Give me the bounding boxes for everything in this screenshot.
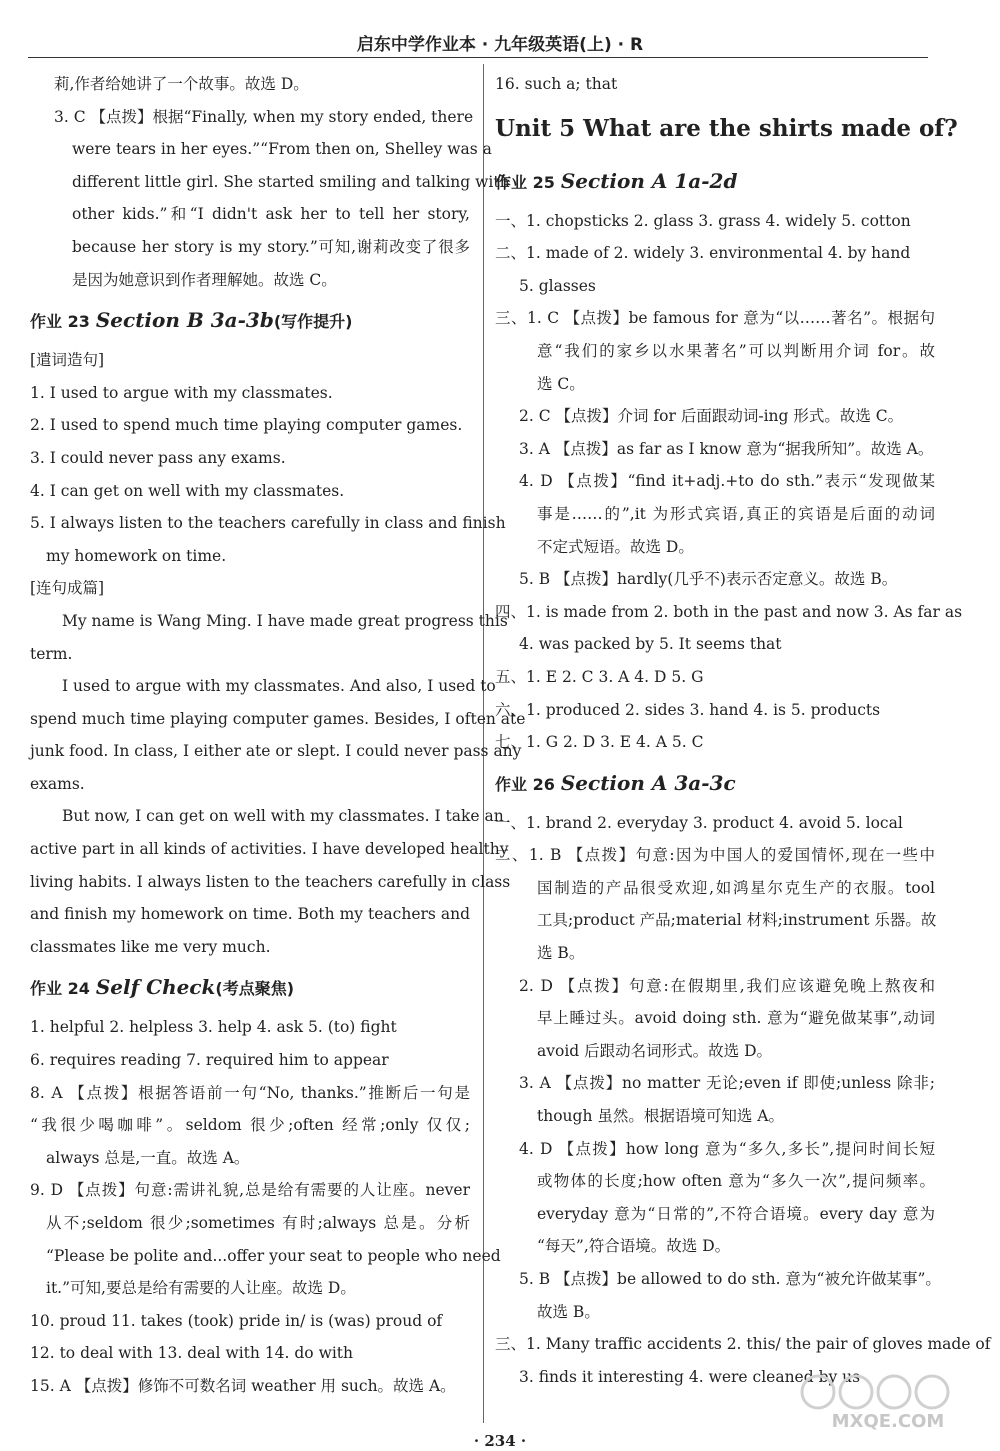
text-line: because her story is my story.”可知,谢莉改变了很多 xyxy=(72,237,470,256)
text-line: “每天”,符合语境。故选 D。 xyxy=(537,1237,731,1256)
section-title: Section B 3a-3b xyxy=(95,308,274,333)
text-line: always 总是,一直。故选 A。 xyxy=(46,1148,250,1167)
assignment-number: 作业 24 xyxy=(30,979,90,999)
text-line: it.”可知,要总是给有需要的人让座。故选 D。 xyxy=(46,1279,356,1298)
text-line: 3. C 【点拨】根据“Finally, when my story ended, there xyxy=(54,107,474,126)
text-line: were tears in her eyes.”“From then on, Shelley was a xyxy=(72,140,492,159)
section-heading-23 xyxy=(30,296,470,344)
text-line: avoid 后跟动名词形式。故选 D。 xyxy=(537,1041,772,1060)
text-line: “Please be polite and...offer your seat to people who need xyxy=(46,1246,501,1265)
text-line: 故选 B。 xyxy=(537,1302,600,1321)
text-line: 10. proud 11. takes (took) pride in/ is (was) proud of xyxy=(30,1311,443,1330)
header-rule xyxy=(28,57,928,58)
text-line: 3. finds it interesting 4. were cleaned by us xyxy=(519,1367,861,1386)
text-line: 工具;product 产品;material 材料;instrument 乐器。故 xyxy=(537,911,937,930)
section-title: Section A 3a-3c xyxy=(560,770,736,795)
text-line: 5. B 【点拨】hardly(几乎不)表示否定意义。故选 B。 xyxy=(519,570,898,589)
text-line: 六、1. produced 2. sides 3. hand 4. is 5. products xyxy=(495,700,881,719)
text-line: junk food. In class, I either ate or slept. I could never pass any xyxy=(30,742,522,761)
text-line: 三、1. C 【点拨】be famous for 意为“以……著名”。根据句 xyxy=(495,309,935,328)
text-line: 12. to deal with 13. deal with 14. do with xyxy=(30,1344,354,1363)
text-line: 莉,作者给她讲了一个故事。故选 D。 xyxy=(54,75,309,93)
text-line: 1. helpful 2. helpless 3. help 4. ask 5. (to) fight xyxy=(30,1018,397,1037)
page-header: 启东中学作业本 · 九年级英语(上) · R xyxy=(356,35,644,55)
text-line: 意“我们的家乡以水果著名”可以判断用介词 for。故 xyxy=(537,341,935,360)
text-line: 3. A 【点拨】no matter 无论;even if 即使;unless 除非; xyxy=(519,1074,935,1093)
text-line: 不定式短语。故选 D。 xyxy=(537,537,694,556)
text-line: 国制造的产品很受欢迎,如鸿星尔克生产的衣服。tool xyxy=(537,878,935,897)
section-note: (考点聚焦) xyxy=(215,979,295,999)
text-line: 早上睡过头。avoid doing sth. 意为“避免做某事”,动词 xyxy=(537,1009,935,1028)
text-line: 4. was packed by 5. It seems that xyxy=(519,635,782,654)
page-number: · 234 · xyxy=(473,1432,527,1450)
text-line: 七、1. G 2. D 3. E 4. A 5. C xyxy=(495,733,704,752)
text-line: 9. D 【点拨】句意:需讲礼貌,总是给有需要的人让座。never xyxy=(30,1181,470,1200)
text-line: 或物体的长度;how often 意为“多久一次”,提问频率。 xyxy=(537,1172,935,1191)
assignment-number: 作业 23 xyxy=(30,312,90,332)
text-line: I used to argue with my classmates. And also, I used to xyxy=(62,677,496,696)
text-line: 16. such a; that xyxy=(495,75,618,93)
text-line: But now, I can get on well with my classmates. I take an xyxy=(62,807,504,826)
text-line: 4. I can get on well with my classmates. xyxy=(30,481,345,500)
text-line: 4. D 【点拨】how long 意为“多久,多长”,提问时间长短 xyxy=(519,1139,935,1158)
section-title: Section A 1a-2d xyxy=(560,168,738,193)
section-heading-26 xyxy=(495,759,935,807)
text-line: different little girl. She started smiling and talking with xyxy=(72,172,510,191)
text-line: 二、1. B 【点拨】句意:因为中国人的爱国情怀,现在一些中 xyxy=(495,846,935,865)
text-line: 5. B 【点拨】be allowed to do sth. 意为“被允许做某事”。 xyxy=(519,1270,941,1288)
text-line: [遣词造句] xyxy=(30,351,105,370)
watermark-logo xyxy=(796,1372,986,1434)
text-line: other kids.”和“I didn't ask her to tell her story, xyxy=(72,205,470,224)
text-line: 五、1. E 2. C 3. A 4. D 5. G xyxy=(495,667,704,686)
text-line: everyday 意为“日常的”,不符合语境。every day 意为 xyxy=(537,1204,935,1223)
section-heading-24 xyxy=(30,963,470,1011)
right-column xyxy=(495,68,991,1393)
text-line: 选 B。 xyxy=(537,944,585,963)
text-line: 1. I used to argue with my classmates. xyxy=(30,383,333,402)
text-line: 4. D 【点拨】“find it+adj.+to do sth.”表示“发现做某 xyxy=(519,472,935,491)
text-line: 6. requires reading 7. required him to appear xyxy=(30,1051,389,1070)
text-line: 选 C。 xyxy=(537,374,585,393)
text-line: 3. A 【点拨】as far as I know 意为“据我所知”。故选 A。 xyxy=(519,439,934,458)
text-line: 是因为她意识到作者理解她。故选 C。 xyxy=(72,270,337,289)
watermark-text: MXQE.COM xyxy=(831,1411,945,1432)
text-line: exams. xyxy=(30,774,85,793)
text-line: 8. A 【点拨】根据答语前一句“No, thanks.”推断后一句是 xyxy=(30,1083,470,1102)
text-line: term. xyxy=(30,644,73,663)
section-heading-25 xyxy=(495,157,935,205)
text-line: active part in all kinds of activities. I have developed healthy xyxy=(30,840,509,859)
section-note: (写作提升) xyxy=(273,312,353,332)
section-title: Self Check xyxy=(95,975,216,1000)
text-line: 事是……的”,it 为形式宾语,真正的宾语是后面的动词 xyxy=(537,504,935,523)
text-line: 5. glasses xyxy=(519,276,596,295)
assignment-number: 作业 26 xyxy=(495,774,555,794)
text-line: and finish my homework on time. Both my teachers and xyxy=(30,905,470,924)
assignment-number: 作业 25 xyxy=(495,172,555,192)
text-line: spend much time playing computer games. Besides, I often ate xyxy=(30,709,526,728)
text-line: My name is Wang Ming. I have made great progress this xyxy=(62,611,508,630)
text-line: 3. I could never pass any exams. xyxy=(30,448,286,467)
text-line: living habits. I always listen to the teachers carefully in class xyxy=(30,872,511,891)
text-line: 5. I always listen to the teachers carefully in class and finish xyxy=(30,514,506,533)
text-line: 从不;seldom 很少;sometimes 有时;always 总是。分析 xyxy=(46,1214,470,1232)
unit-title: Unit 5 What are the shirts made of? xyxy=(495,114,958,142)
text-line: 2. D 【点拨】句意:在假期里,我们应该避免晚上熬夜和 xyxy=(519,976,935,995)
text-line: classmates like me very much. xyxy=(30,937,271,956)
text-line: 四、1. is made from 2. both in the past and now 3. As far as xyxy=(495,602,963,621)
text-line: my homework on time. xyxy=(46,546,227,565)
text-line: 一、1. chopsticks 2. glass 3. grass 4. widely 5. cotton xyxy=(495,211,911,230)
text-line: 15. A 【点拨】修饰不可数名词 weather 用 such。故选 A。 xyxy=(30,1376,456,1395)
text-line: 一、1. brand 2. everyday 3. product 4. avoid 5. local xyxy=(495,813,903,832)
text-line: though 虽然。根据语境可知选 A。 xyxy=(537,1107,784,1126)
text-line: 2. C 【点拨】介词 for 后面跟动词-ing 形式。故选 C。 xyxy=(519,407,904,426)
text-line: 2. I used to spend much time playing computer games. xyxy=(30,416,463,435)
text-line: 三、1. Many traffic accidents 2. this/ the pair of gloves made of xyxy=(495,1335,991,1354)
text-line: “我很少喝咖啡”。seldom 很少;often 经常;only 仅仅; xyxy=(30,1116,470,1135)
text-line: [连句成篇] xyxy=(30,579,105,598)
text-line: 二、1. made of 2. widely 3. environmental 4. by hand xyxy=(495,244,911,263)
